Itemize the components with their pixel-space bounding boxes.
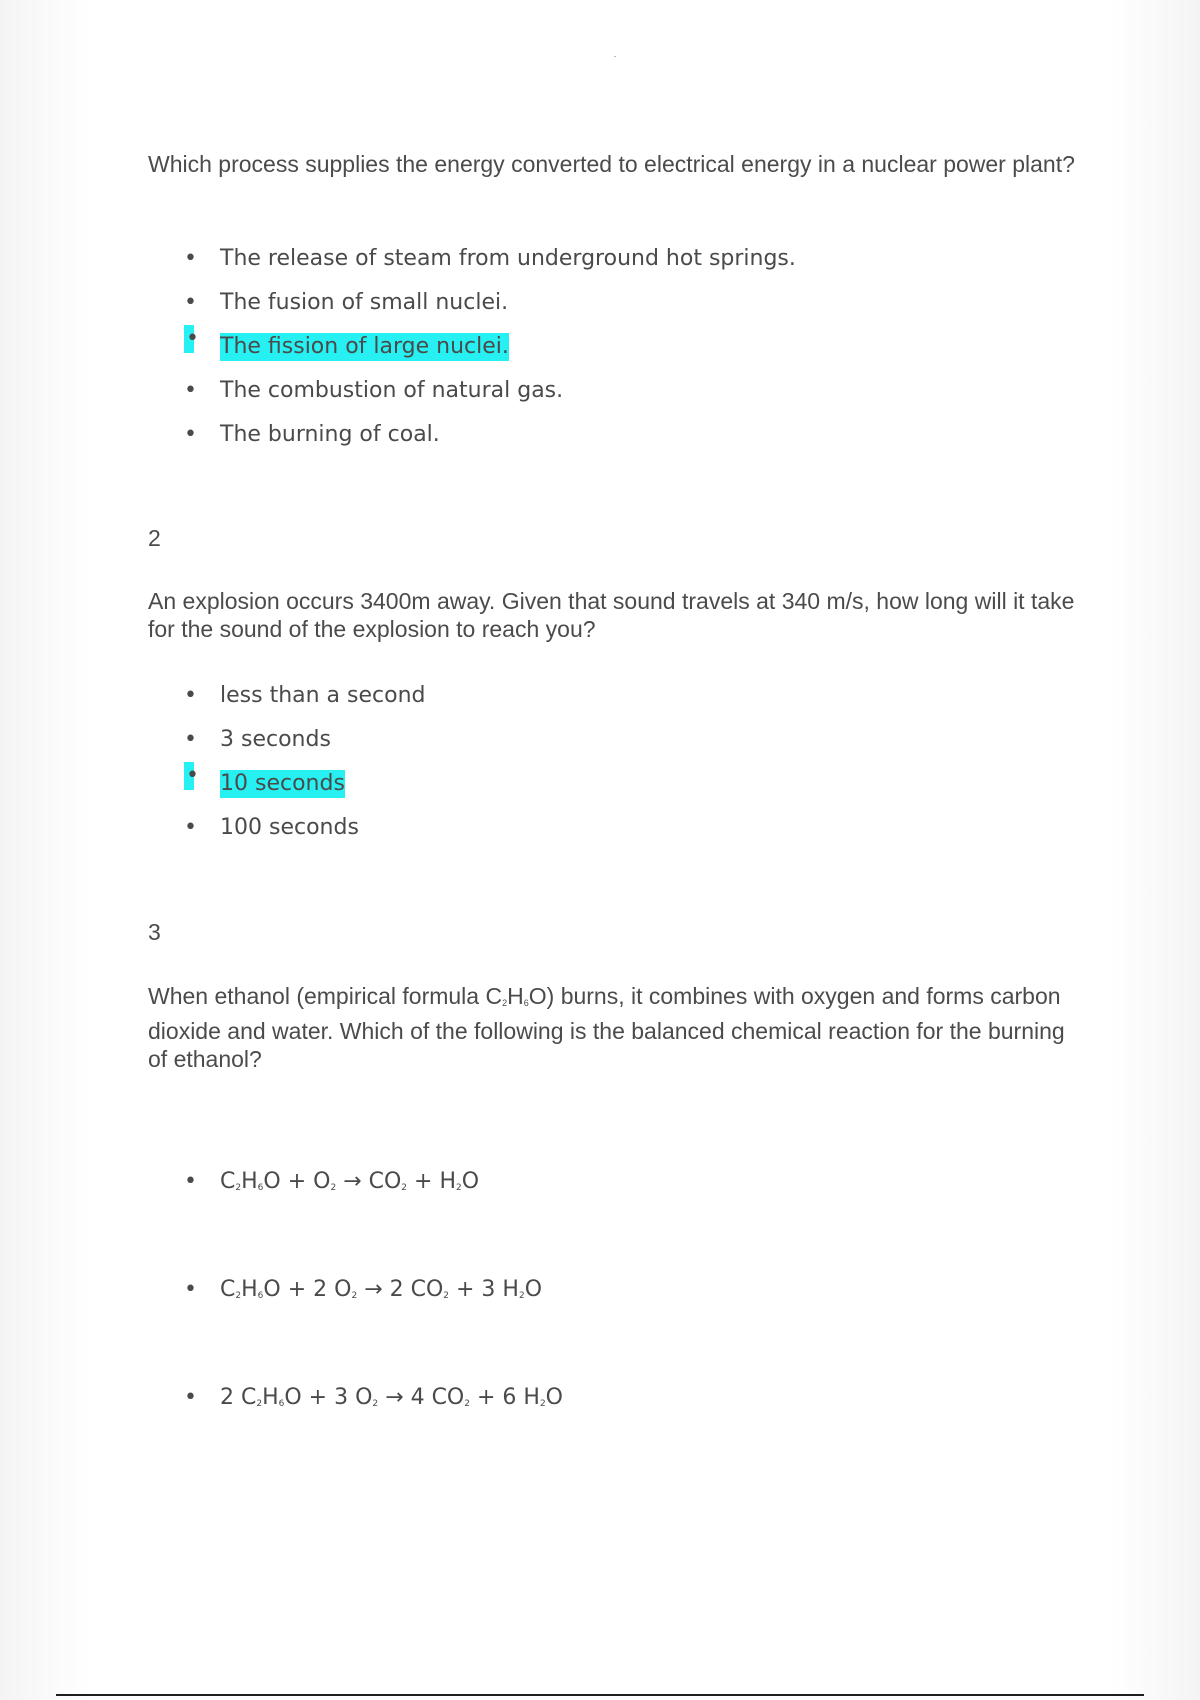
option-label: The release of steam from underground hot springs. (220, 246, 796, 271)
option-item-highlighted[interactable]: • The fission of large nuclei. (186, 326, 509, 359)
option-item[interactable]: • 2 $C_2H_6O + 3$ $O_2 \to 4$ $CO_2 + 6$ $H_2O$ (184, 1385, 563, 1410)
option-label: The combustion of natural gas. (220, 378, 564, 403)
question-2-options (148, 674, 1078, 850)
option-item[interactable]: • The combustion of natural gas. (184, 378, 564, 403)
option-label: 100 seconds (220, 815, 359, 840)
option-item[interactable]: • $C_2H_6O + O_2 \to CO_2 + H_2O$ (184, 1169, 480, 1194)
question-text: Which process supplies the energy converted to electrical energy in a nuclear power plant? (148, 151, 1075, 177)
question-number: 2 (148, 525, 161, 551)
option-label: less than a second (220, 683, 426, 708)
option-label: 10 seconds (220, 771, 345, 796)
question-2 (148, 587, 1078, 643)
option-item[interactable]: • The burning of coal. (184, 422, 440, 447)
equation-label: $C_2H_6O + 2$ $O_2 \to 2$ $CO_2 + 3$ $H_2O$ (220, 1277, 543, 1302)
option-label: The burning of coal. (220, 422, 440, 447)
equation-label: $C_2H_6O + O_2 \to CO_2 + H_2O$ (220, 1169, 480, 1194)
page-mark (614, 56, 616, 57)
option-item[interactable]: • The fusion of small nuclei. (184, 290, 509, 315)
option-label: The fission of large nuclei. (220, 334, 509, 359)
question-3-options (148, 1160, 1078, 1420)
option-item[interactable]: • 3 seconds (184, 727, 331, 752)
question-1 (148, 150, 1078, 178)
option-item[interactable]: • 100 seconds (184, 815, 359, 840)
option-label: 3 seconds (220, 727, 331, 752)
question-1-options (148, 237, 1078, 457)
option-item[interactable]: • less than a second (184, 683, 426, 708)
option-item[interactable]: • $C_2H_6O + 2$ $O_2 \to 2$ $CO_2 + 3$ $H_2O$ (184, 1277, 543, 1302)
question-text: When ethanol (empirical formula $C_2H_6O$) burns, it combines with oxygen and forms carbon dioxide and water. Which of the following is the balanced chemical reaction for the burning of ethanol? (148, 983, 1065, 1072)
option-label: The fusion of small nuclei. (220, 290, 509, 315)
question-3 (148, 982, 1078, 1073)
footer-rule (56, 1694, 1144, 1696)
question-number: 3 (148, 919, 161, 945)
question-text: An explosion occurs 3400m away. Given that sound travels at 340 m/s, how long will it take for the sound of the explosion to reach you? (148, 588, 1075, 642)
equation-label: 2 $C_2H_6O + 3$ $O_2 \to 4$ $CO_2 + 6$ $H_2O$ (220, 1385, 563, 1410)
option-item[interactable]: • The release of steam from underground hot springs. (184, 246, 796, 271)
option-item-highlighted[interactable]: • 10 seconds (186, 763, 345, 796)
